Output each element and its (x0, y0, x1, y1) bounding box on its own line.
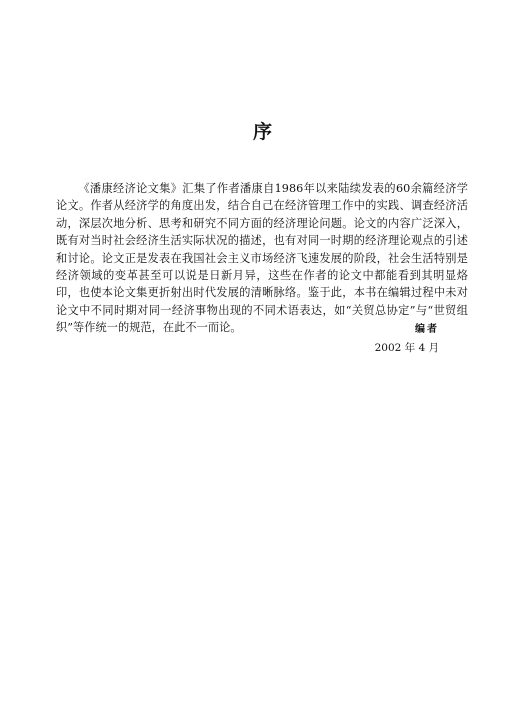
preface-date: 2002 年 4 月 (374, 342, 439, 354)
editor-signature: 编者 (415, 324, 439, 335)
preface-paragraph: 《潘康经济论文集》汇集了作者潘康自1986年以来陆续发表的60余篇经济学论文。作者从经济学的角度出发，结合自己在经济管理工作中的实践、调查经济活动，深层次地分析、思考和研究不同方面的经济理论问题。论文的内容广泛深入，既有对当时社会经济生活实际状况的描述，也有对同一时期的经济理论观点的引述和讨论。论文正是发表在我国社会主义市场经济飞速发展的阶段，社会生活特别是经济领域的变革甚至可以说是日新月异，这些在作者的论文中都能看到其明显烙印，也使本论文集更折射出时代发展的清晰脉络。鉴于此，本书在编辑过程中未对论文中不同时期对同一经济事物出现的不同术语表达，如“关贸总协定”与“世贸组织”等作统一的规范，在此不一而论。 (56, 182, 468, 335)
preface-title: 序 (252, 121, 272, 143)
preface-body (56, 180, 468, 337)
signature-block (375, 322, 439, 356)
